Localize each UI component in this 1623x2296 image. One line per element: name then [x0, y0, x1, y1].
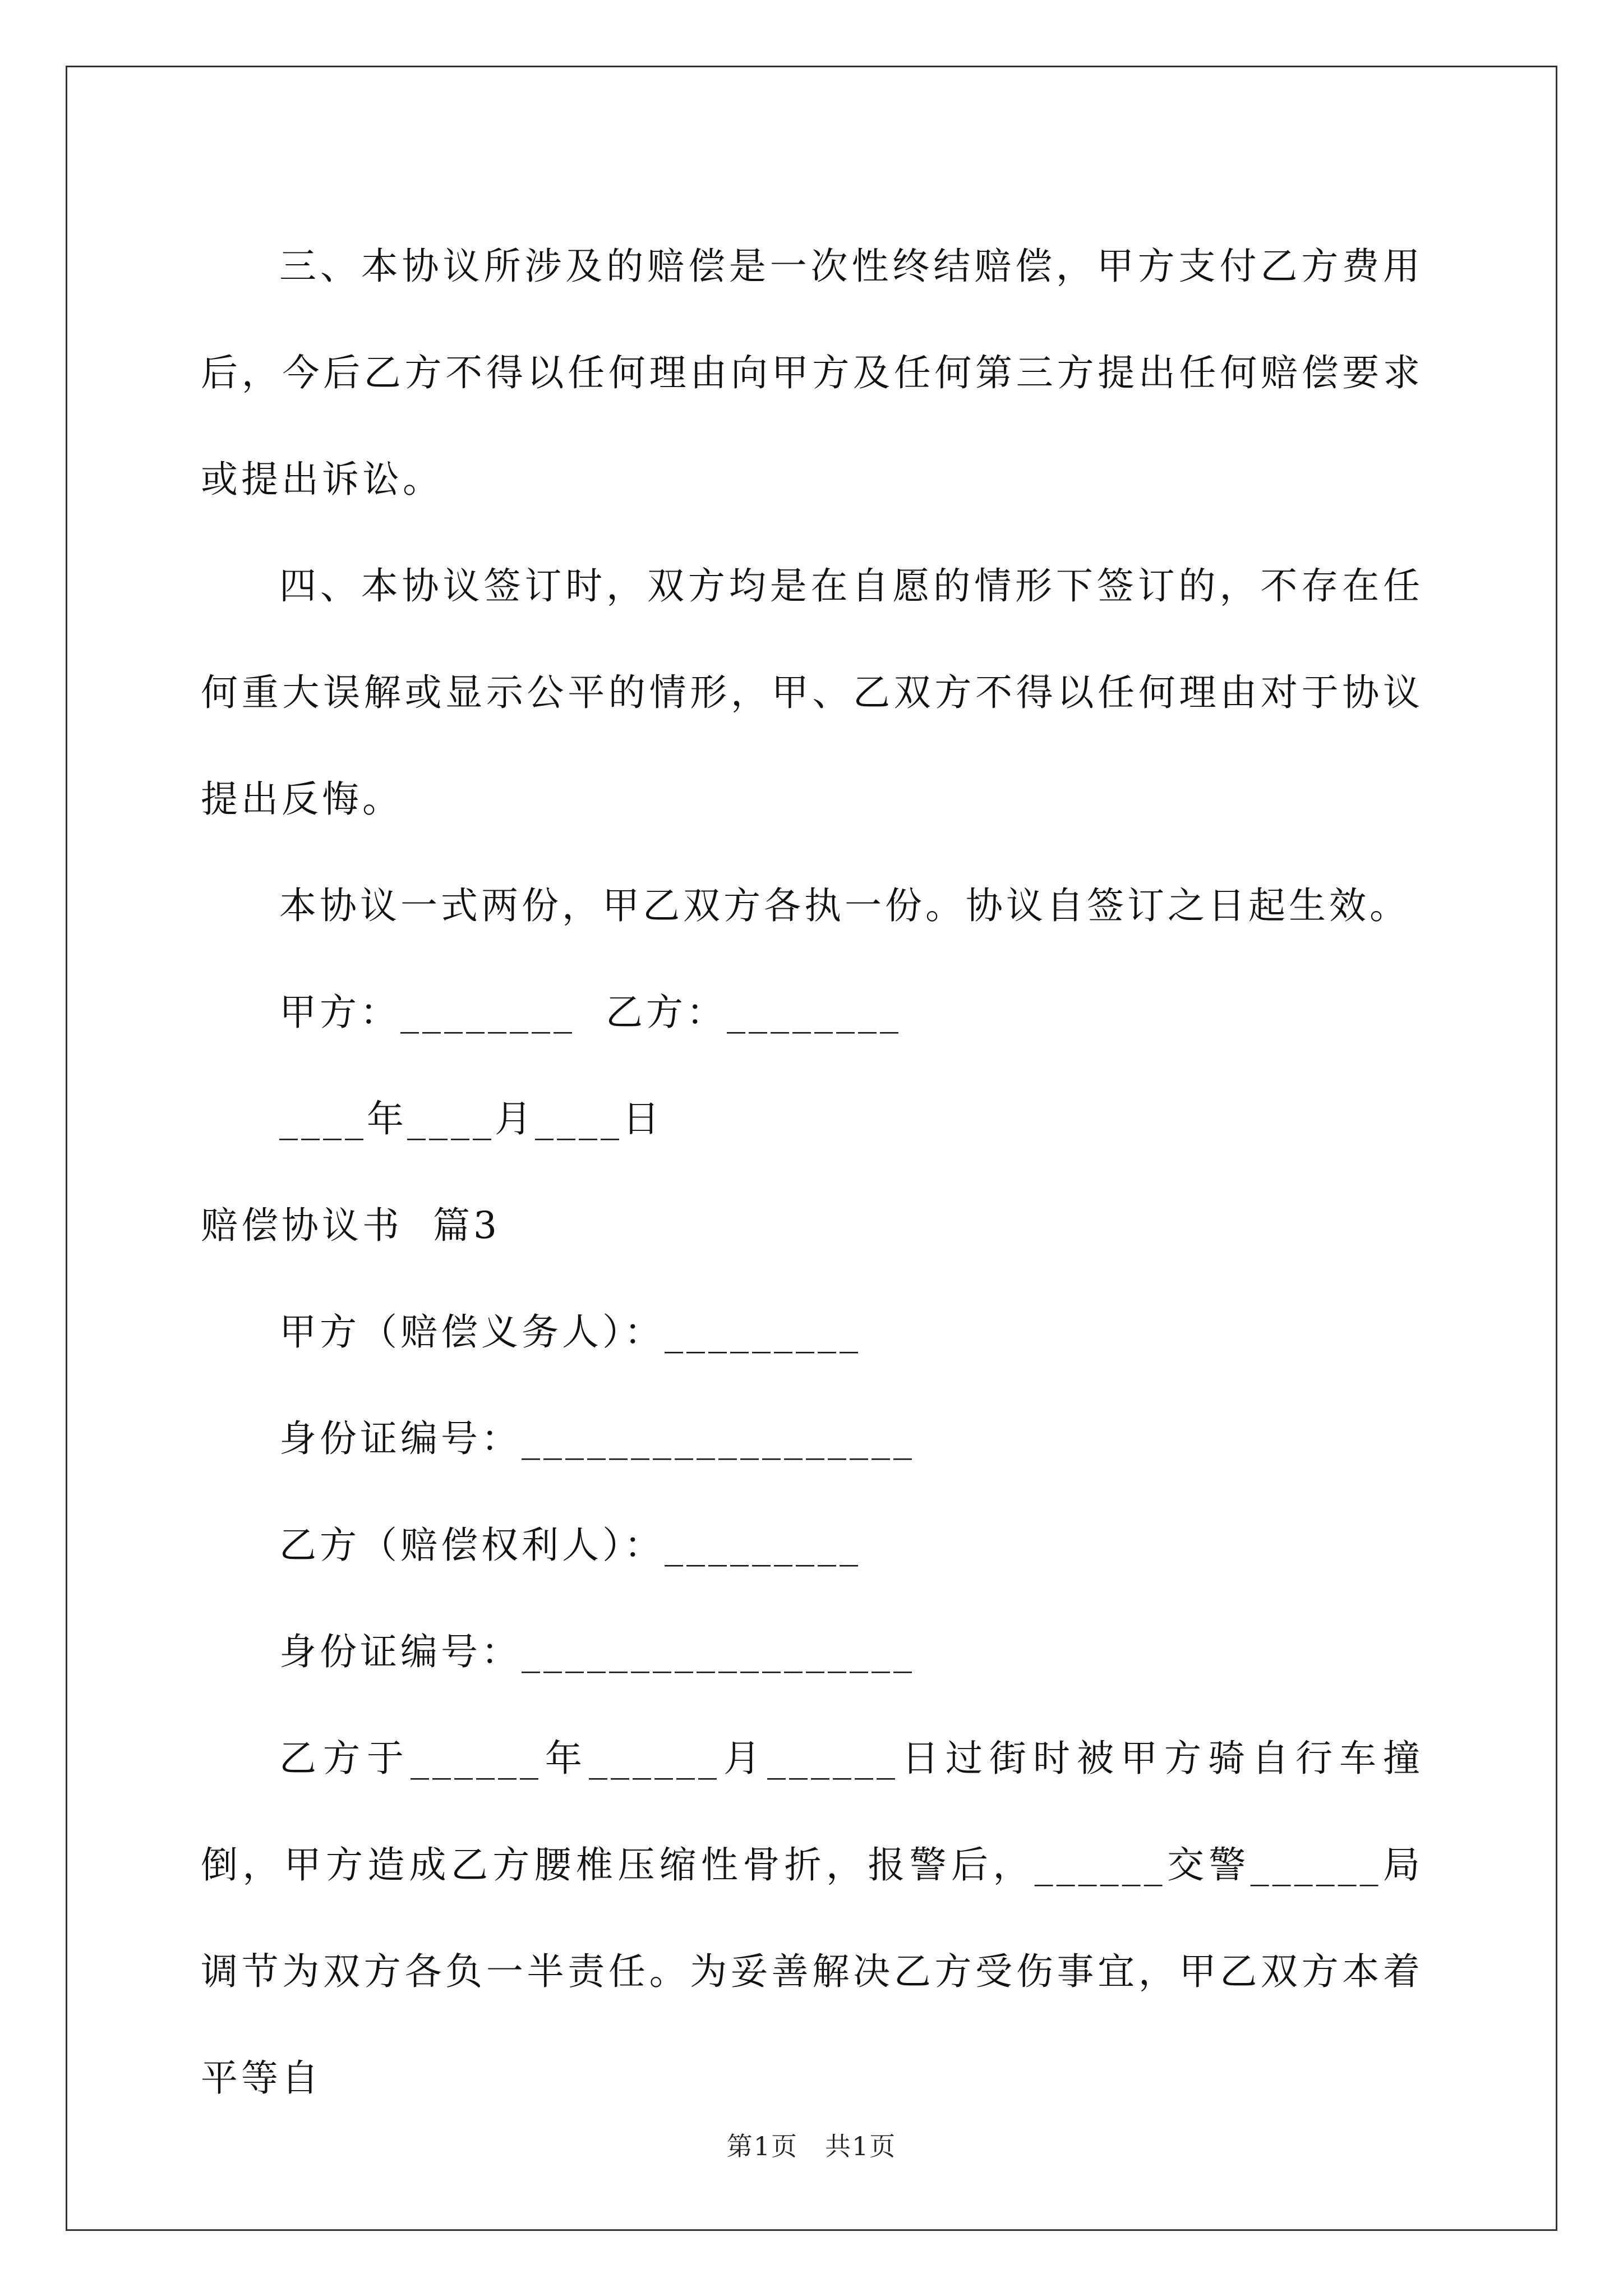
page-footer: 第1页 共1页	[726, 2131, 897, 2161]
signature-line: 甲方：________ 乙方：________	[279, 991, 902, 1034]
copies-paragraph: 本协议一式两份，甲乙双方各执一份。协议自签订之日起生效。	[279, 884, 1410, 927]
document-body	[201, 213, 1423, 2132]
incident-paragraph: 乙方于______年______月______日过街时被甲方骑自行车撞倒，甲方造成乙方腰椎压缩性骨折，报警后，______交警______局调节为双方各负一半责任。为妥善解决乙方受伤事宜，甲乙双方本着平等自	[201, 1737, 1423, 2100]
party-a-line: 甲方（赔偿义务人）：_________	[279, 1310, 861, 1354]
clause-4-paragraph: 四、本协议签订时，双方均是在自愿的情形下签订的，不存在任何重大误解或显示公平的情形，甲、乙双方不得以任何理由对于协议提出反悔。	[201, 564, 1423, 821]
party-a-id-line: 身份证编号：__________________	[279, 1417, 915, 1460]
party-b-line: 乙方（赔偿权利人）：_________	[279, 1524, 861, 1567]
clause-3-paragraph: 三、本协议所涉及的赔偿是一次性终结赔偿，甲方支付乙方费用后，今后乙方不得以任何理由向甲方及任何第三方提出任何赔偿要求或提出诉讼。	[201, 245, 1423, 501]
date-line: ____年____月____日	[279, 1097, 663, 1140]
section-heading: 赔偿协议书 篇3	[201, 1204, 500, 1247]
party-b-id-line: 身份证编号：__________________	[279, 1630, 915, 1673]
